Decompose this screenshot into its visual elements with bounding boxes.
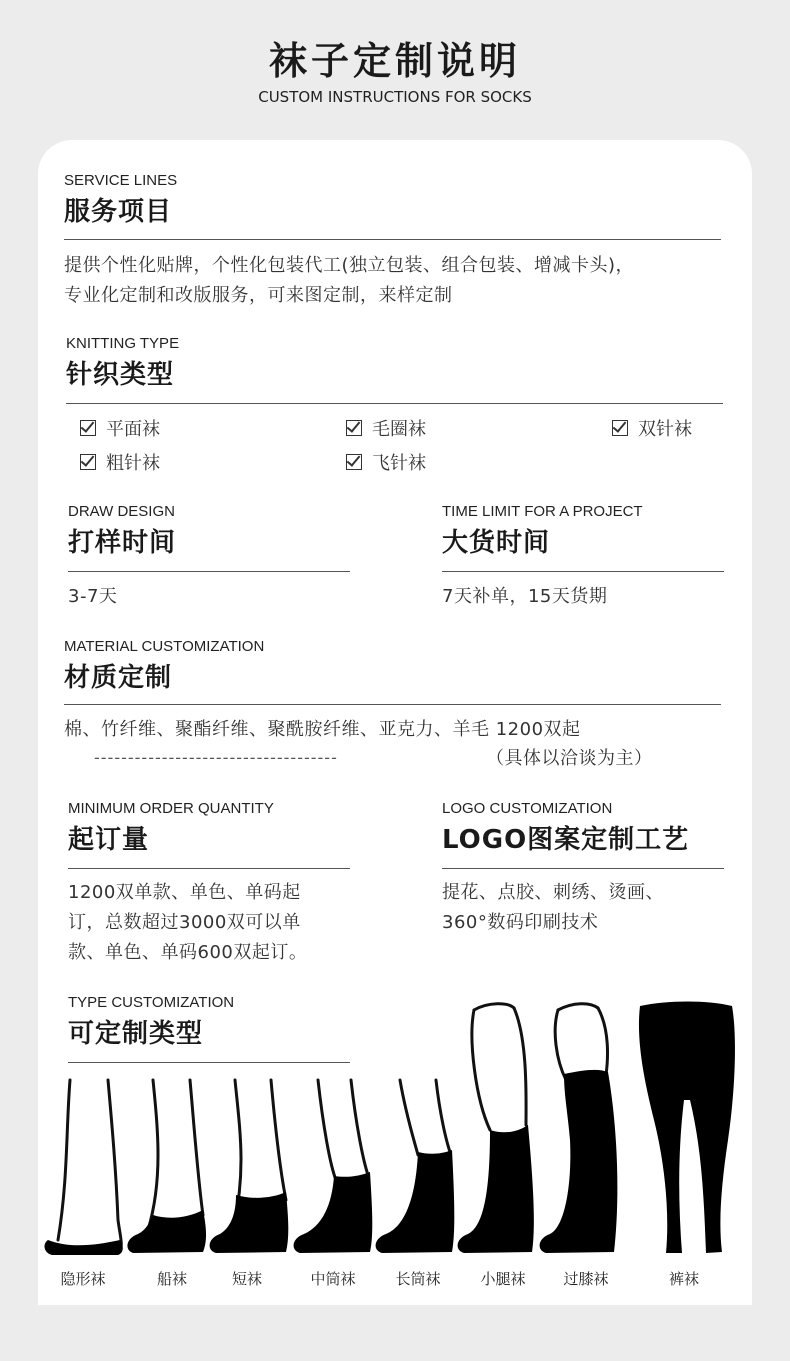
invisible-sock-leg-icon <box>58 1080 70 1240</box>
calf-sock-leg-icon <box>514 1008 526 1125</box>
page-subtitle: CUSTOM INSTRUCTIONS FOR SOCKS <box>258 88 532 106</box>
sock-type-label: 裤袜 <box>668 1270 699 1288</box>
calf-sock-icon <box>458 1125 534 1253</box>
service-text-line: 提供个性化贴牌，个性化包装代工(独立包装、组合包装、增减卡头)， <box>64 255 635 276</box>
over-knee-sock-leg-icon <box>558 1004 598 1010</box>
sock-type-label: 隐形袜 <box>60 1270 106 1288</box>
logo-text-line: 360°数码印刷技术 <box>442 912 599 933</box>
logo-heading-en: LOGO CUSTOMIZATION <box>442 800 613 817</box>
types-heading-cn: 可定制类型 <box>68 1019 204 1049</box>
knitting-heading-cn: 针织类型 <box>66 360 175 390</box>
boat-sock-leg-icon <box>190 1080 203 1215</box>
types-heading-en: TYPE CUSTOMIZATION <box>68 994 235 1011</box>
moq-text-line: 1200双单款、单色、单码起 <box>68 882 301 903</box>
knitting-heading-en: KNITTING TYPE <box>66 335 180 352</box>
moq-text-line: 款、单色、单码600双起订。 <box>68 942 308 963</box>
material-heading-cn: 材质定制 <box>64 663 173 693</box>
over-knee-sock-leg-icon <box>555 1010 566 1080</box>
knitting-option-label: 平面袜 <box>106 419 160 440</box>
moq-heading-cn: 起订量 <box>68 825 150 855</box>
knitting-option-label: 毛圈袜 <box>372 419 426 440</box>
sock-type-label: 短袜 <box>231 1270 262 1288</box>
over-knee-sock-icon <box>540 1070 618 1253</box>
logo-text-line: 提花、点胶、刺绣、烫画、 <box>442 882 664 903</box>
short-sock-icon <box>210 1192 289 1253</box>
long-sock-icon <box>376 1150 455 1253</box>
calf-sock-leg-icon <box>474 1004 514 1010</box>
moq-heading-en: MINIMUM ORDER QUANTITY <box>68 800 274 817</box>
mid-calf-sock-icon <box>294 1172 373 1253</box>
time-limit-heading-en: TIME LIMIT FOR A PROJECT <box>442 503 643 520</box>
calf-sock-leg-icon <box>472 1010 490 1130</box>
material-note: （具体以洽谈为主） <box>486 748 653 769</box>
draw-design-text: 3-7天 <box>68 586 118 607</box>
moq-text-line: 订，总数超过3000双可以单 <box>68 912 301 933</box>
service-heading-cn: 服务项目 <box>64 197 173 227</box>
sock-type-label: 小腿袜 <box>480 1270 526 1288</box>
mid-calf-sock-leg-icon <box>318 1080 336 1180</box>
boat-sock-leg-icon <box>148 1080 158 1230</box>
short-sock-leg-icon <box>271 1080 286 1200</box>
tights-icon <box>639 1002 735 1254</box>
material-heading-en: MATERIAL CUSTOMIZATION <box>64 638 265 655</box>
long-sock-leg-icon <box>400 1080 418 1155</box>
invisible-sock-leg-icon <box>108 1080 121 1250</box>
sock-type-label: 过膝袜 <box>563 1270 609 1288</box>
draw-design-heading-en: DRAW DESIGN <box>68 503 175 520</box>
over-knee-sock-leg-icon <box>598 1008 608 1075</box>
time-limit-heading-cn: 大货时间 <box>442 528 551 558</box>
sock-illustrations <box>38 140 752 1305</box>
draw-design-heading-cn: 打样时间 <box>68 528 177 558</box>
sock-type-label: 长筒袜 <box>395 1270 441 1288</box>
mid-calf-sock-leg-icon <box>351 1080 368 1175</box>
material-dashes: ------------------------------------ <box>94 748 338 767</box>
sock-type-label: 中筒袜 <box>310 1270 356 1288</box>
logo-heading-cn: LOGO图案定制工艺 <box>442 825 690 855</box>
knitting-option-label: 双针袜 <box>638 419 692 440</box>
invisible-sock-icon <box>45 1240 123 1255</box>
service-heading-en: SERVICE LINES <box>64 172 178 189</box>
time-limit-text: 7天补单，15天货期 <box>442 586 608 607</box>
service-text-line: 专业化定制和改版服务，可来图定制，来样定制 <box>64 285 453 306</box>
page-title: 袜子定制说明 <box>268 39 521 83</box>
knitting-option-label: 飞针袜 <box>372 453 426 474</box>
sock-type-label: 船袜 <box>156 1270 187 1288</box>
long-sock-leg-icon <box>436 1080 450 1152</box>
boat-sock-icon <box>127 1210 206 1253</box>
material-text: 棉、竹纤维、聚酯纤维、聚酰胺纤维、亚克力、羊毛 1200双起 <box>64 719 581 740</box>
content-card <box>38 140 752 1305</box>
knitting-option-label: 粗针袜 <box>106 453 160 474</box>
